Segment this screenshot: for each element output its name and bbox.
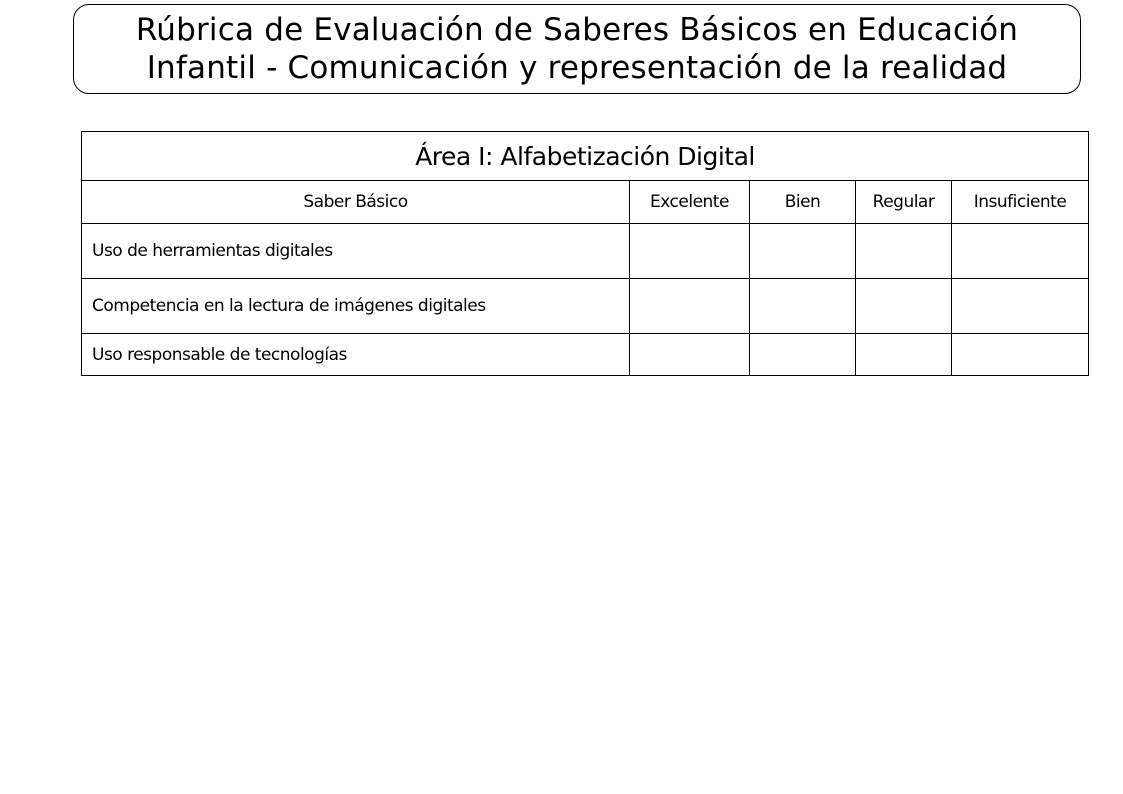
column-header-excelente: Excelente	[630, 181, 750, 224]
column-header-regular: Regular	[856, 181, 952, 224]
score-cell-regular[interactable]	[856, 334, 952, 376]
row-label-lectura-imagenes: Competencia en la lectura de imágenes digitales	[82, 279, 630, 334]
score-cell-excelente[interactable]	[630, 279, 750, 334]
column-header-saber-basico: Saber Básico	[82, 181, 630, 224]
score-cell-excelente[interactable]	[630, 334, 750, 376]
score-cell-insuficiente[interactable]	[952, 279, 1089, 334]
column-header-row	[82, 181, 1089, 224]
document-title-box	[73, 4, 1081, 94]
row-label-uso-responsable: Uso responsable de tecnologías	[82, 334, 630, 376]
area-title: Área I: Alfabetización Digital	[82, 132, 1089, 181]
table-row	[82, 279, 1089, 334]
score-cell-bien[interactable]	[750, 279, 856, 334]
column-header-bien: Bien	[750, 181, 856, 224]
score-cell-insuficiente[interactable]	[952, 224, 1089, 279]
column-header-insuficiente: Insuficiente	[952, 181, 1089, 224]
row-label-herramientas-digitales: Uso de herramientas digitales	[82, 224, 630, 279]
score-cell-regular[interactable]	[856, 224, 952, 279]
score-cell-regular[interactable]	[856, 279, 952, 334]
rubric-table	[81, 131, 1089, 376]
document-title-line-2: Infantil - Comunicación y representación de la realidad	[146, 50, 1008, 86]
document-title-line-1: Rúbrica de Evaluación de Saberes Básicos en Educación	[135, 12, 1019, 48]
score-cell-excelente[interactable]	[630, 224, 750, 279]
table-row	[82, 224, 1089, 279]
score-cell-bien[interactable]	[750, 334, 856, 376]
score-cell-insuficiente[interactable]	[952, 334, 1089, 376]
table-row	[82, 334, 1089, 376]
score-cell-bien[interactable]	[750, 224, 856, 279]
area-title-row	[82, 132, 1089, 181]
